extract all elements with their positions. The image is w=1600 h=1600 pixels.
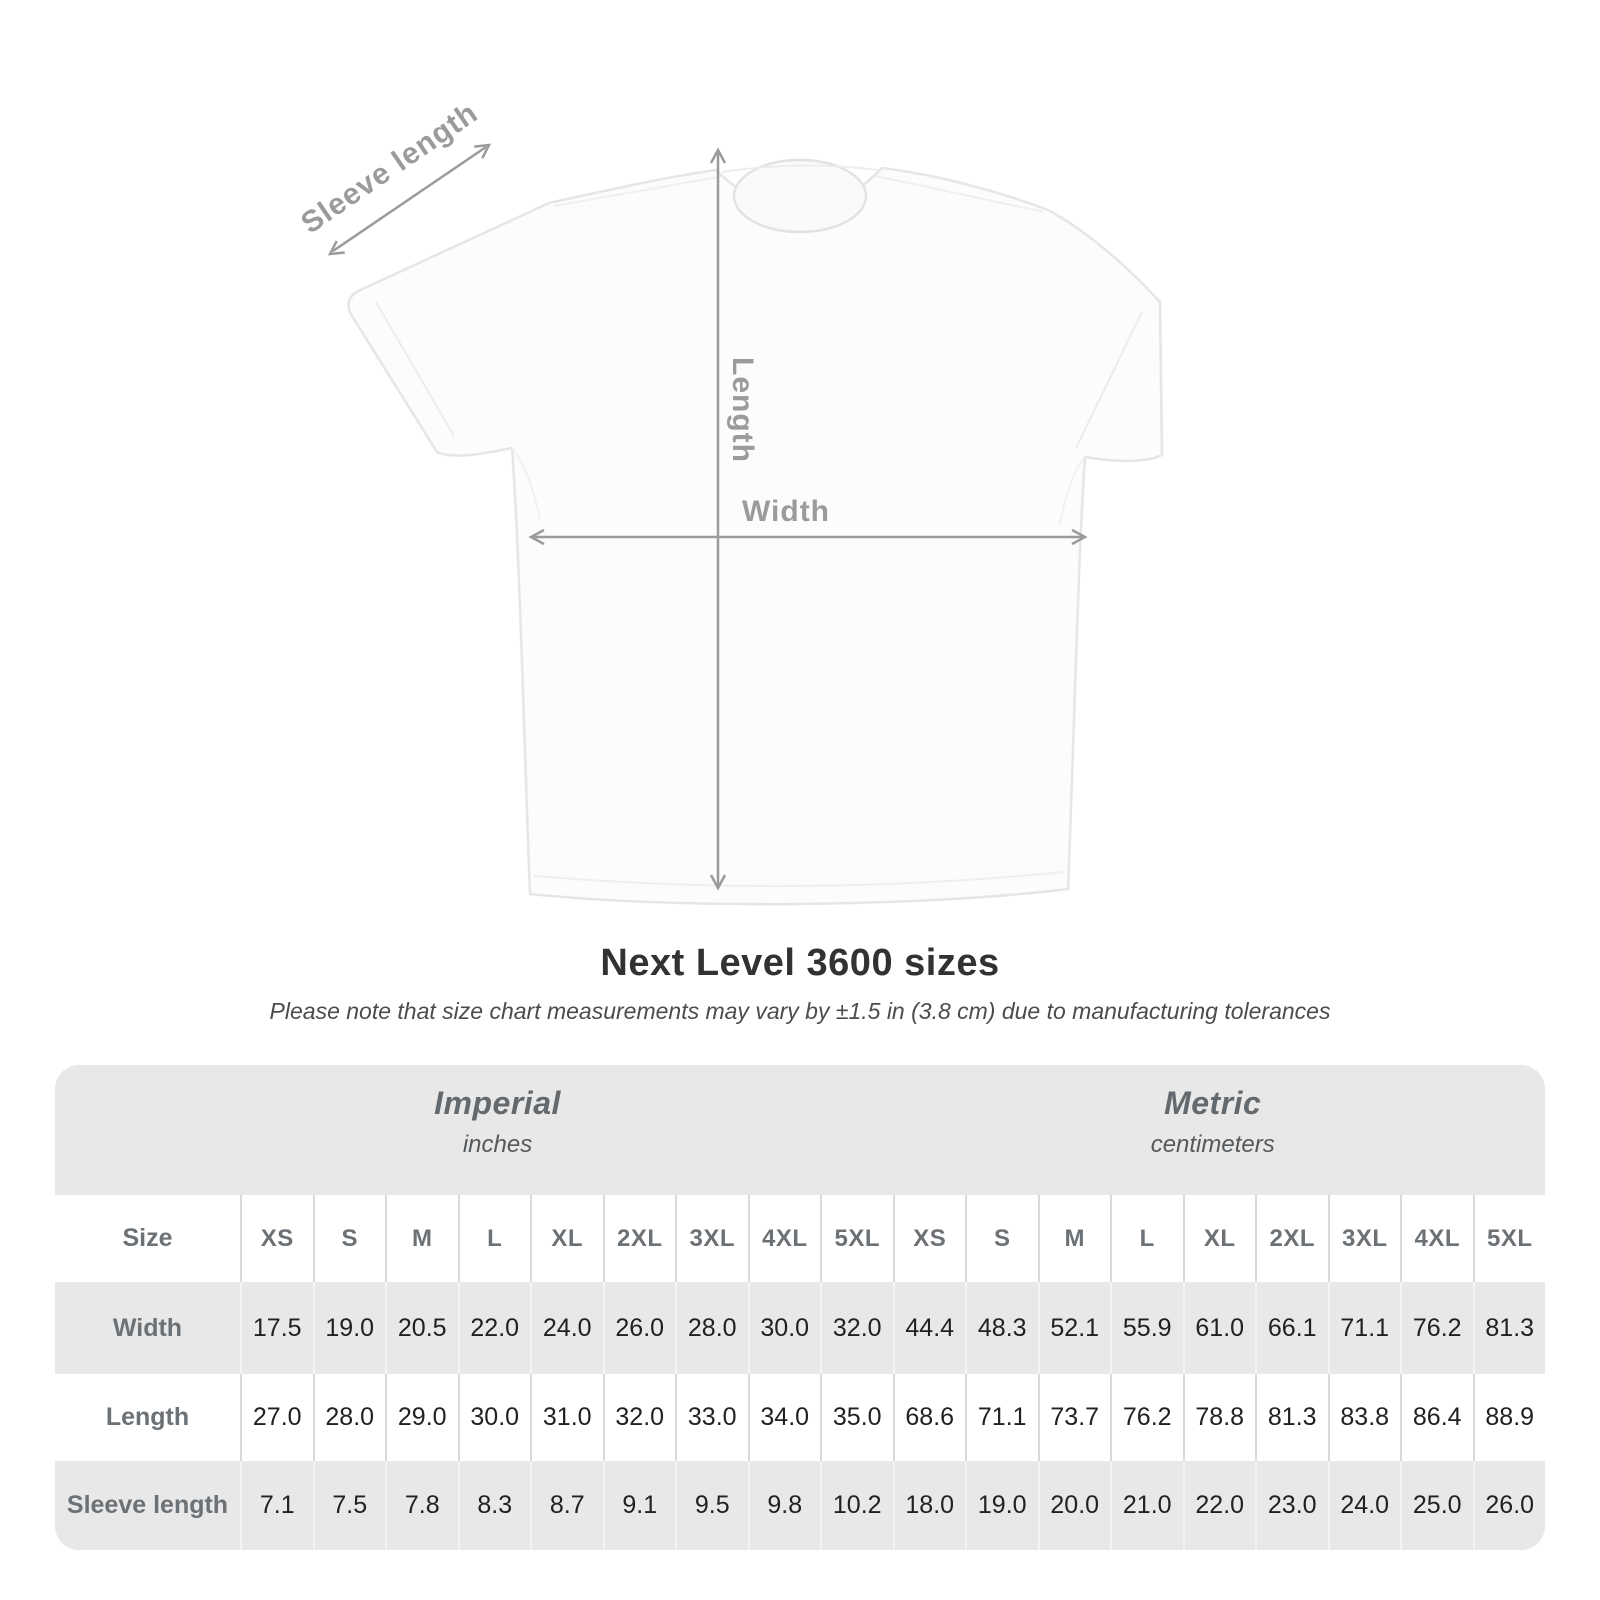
- size-header-cell: 2XL: [603, 1195, 676, 1282]
- unit-header-imperial: [298, 1085, 698, 1159]
- value-cell: 7.8: [385, 1461, 458, 1550]
- value-cell: 8.3: [458, 1461, 531, 1550]
- value-cell: 26.0: [603, 1282, 676, 1374]
- value-cell: 81.3: [1473, 1282, 1546, 1374]
- size-header-cell: XL: [530, 1195, 603, 1282]
- size-header-cell: L: [1110, 1195, 1183, 1282]
- value-cell: 22.0: [458, 1282, 531, 1374]
- value-cell: 20.0: [1038, 1461, 1111, 1550]
- size-header-cell: 2XL: [1255, 1195, 1328, 1282]
- value-cell: 44.4: [893, 1282, 966, 1374]
- value-cell: 33.0: [675, 1374, 748, 1461]
- size-header-cell: L: [458, 1195, 531, 1282]
- size-header-cell: S: [965, 1195, 1038, 1282]
- value-cell: 73.7: [1038, 1374, 1111, 1461]
- value-cell: 76.2: [1400, 1282, 1473, 1374]
- value-cell: 34.0: [748, 1374, 821, 1461]
- unit-header-metric: [1013, 1085, 1413, 1159]
- value-cell: 71.1: [965, 1374, 1038, 1461]
- value-cell: 32.0: [820, 1282, 893, 1374]
- value-cell: 9.8: [748, 1461, 821, 1550]
- imperial-unit: inches: [462, 1131, 533, 1158]
- page-subtitle: Please note that size chart measurements may vary by ±1.5 in (3.8 cm) due to manufacturing tolerances: [269, 998, 1331, 1024]
- value-cell: 30.0: [748, 1282, 821, 1374]
- value-cell: 27.0: [240, 1374, 313, 1461]
- value-cell: 31.0: [530, 1374, 603, 1461]
- size-header-cell: S: [313, 1195, 386, 1282]
- value-cell: 81.3: [1255, 1374, 1328, 1461]
- value-cell: 17.5: [240, 1282, 313, 1374]
- size-header-cell: 3XL: [1328, 1195, 1401, 1282]
- value-cell: 9.5: [675, 1461, 748, 1550]
- value-cell: 88.9: [1473, 1374, 1546, 1461]
- size-header-cell: 4XL: [1400, 1195, 1473, 1282]
- size-header-cell: XS: [240, 1195, 313, 1282]
- length-label: Length: [726, 357, 759, 463]
- value-cell: 29.0: [385, 1374, 458, 1461]
- size-header-cell: 4XL: [748, 1195, 821, 1282]
- value-cell: 28.0: [313, 1374, 386, 1461]
- size-header-cell: 5XL: [820, 1195, 893, 1282]
- size-chart-table: [55, 1065, 1545, 1550]
- value-cell: 22.0: [1183, 1461, 1256, 1550]
- size-header-label: Size: [55, 1195, 240, 1282]
- metric-unit: centimeters: [1150, 1131, 1275, 1158]
- size-header-cell: 5XL: [1473, 1195, 1546, 1282]
- value-cell: 23.0: [1255, 1461, 1328, 1550]
- value-cell: 83.8: [1328, 1374, 1401, 1461]
- value-cell: 30.0: [458, 1374, 531, 1461]
- value-cell: 26.0: [1473, 1461, 1546, 1550]
- value-cell: 66.1: [1255, 1282, 1328, 1374]
- width-label: Width: [741, 495, 831, 528]
- imperial-title: Imperial: [434, 1085, 561, 1121]
- value-cell: 24.0: [1328, 1461, 1401, 1550]
- value-cell: 19.0: [313, 1282, 386, 1374]
- value-cell: 19.0: [965, 1461, 1038, 1550]
- metric-title: Metric: [1164, 1085, 1262, 1121]
- value-cell: 86.4: [1400, 1374, 1473, 1461]
- unit-header-band: [55, 1065, 1545, 1195]
- value-cell: 25.0: [1400, 1461, 1473, 1550]
- value-cell: 20.5: [385, 1282, 458, 1374]
- size-header-cell: 3XL: [675, 1195, 748, 1282]
- row-label: Width: [55, 1282, 240, 1374]
- value-cell: 9.1: [603, 1461, 676, 1550]
- size-header-cell: XL: [1183, 1195, 1256, 1282]
- sleeve-length-label: Sleeve length: [295, 96, 485, 241]
- tshirt-graphic: [349, 160, 1162, 904]
- row-label: Length: [55, 1374, 240, 1461]
- value-cell: 21.0: [1110, 1461, 1183, 1550]
- value-cell: 52.1: [1038, 1282, 1111, 1374]
- value-cell: 48.3: [965, 1282, 1038, 1374]
- value-cell: 61.0: [1183, 1282, 1256, 1374]
- size-header-cell: M: [1038, 1195, 1111, 1282]
- size-grid: [55, 1195, 1545, 1550]
- value-cell: 78.8: [1183, 1374, 1256, 1461]
- value-cell: 76.2: [1110, 1374, 1183, 1461]
- size-header-cell: M: [385, 1195, 458, 1282]
- value-cell: 71.1: [1328, 1282, 1401, 1374]
- value-cell: 32.0: [603, 1374, 676, 1461]
- value-cell: 18.0: [893, 1461, 966, 1550]
- row-label: Sleeve length: [55, 1461, 240, 1550]
- value-cell: 68.6: [893, 1374, 966, 1461]
- value-cell: 7.5: [313, 1461, 386, 1550]
- value-cell: 7.1: [240, 1461, 313, 1550]
- value-cell: 24.0: [530, 1282, 603, 1374]
- value-cell: 28.0: [675, 1282, 748, 1374]
- value-cell: 55.9: [1110, 1282, 1183, 1374]
- size-header-cell: XS: [893, 1195, 966, 1282]
- value-cell: 10.2: [820, 1461, 893, 1550]
- value-cell: 8.7: [530, 1461, 603, 1550]
- value-cell: 35.0: [820, 1374, 893, 1461]
- page-title: Next Level 3600 sizes: [600, 942, 1000, 984]
